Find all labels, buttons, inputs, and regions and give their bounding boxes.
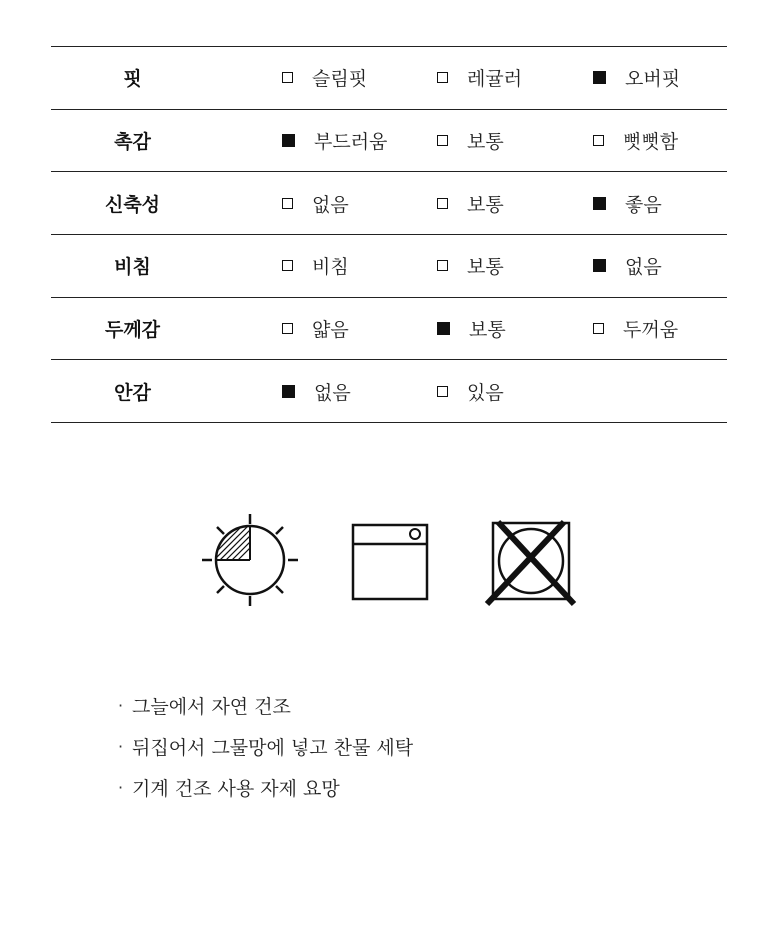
option-label: 없음 bbox=[314, 381, 351, 404]
care-note-item bbox=[118, 685, 678, 726]
checkbox-filled-icon bbox=[593, 259, 606, 272]
option-item bbox=[282, 298, 349, 360]
spec-label: 촉감 bbox=[114, 131, 151, 154]
checkbox-filled-icon bbox=[593, 197, 606, 210]
option-item bbox=[282, 235, 349, 297]
spec-row-thickness bbox=[51, 298, 727, 361]
checkbox-empty-icon bbox=[282, 198, 293, 209]
bullet: · bbox=[118, 696, 124, 715]
option-label: 두꺼움 bbox=[623, 319, 679, 342]
option-item bbox=[593, 298, 678, 360]
option-label: 좋음 bbox=[625, 193, 662, 216]
checkbox-empty-icon bbox=[437, 135, 448, 146]
checkbox-empty-icon bbox=[437, 198, 448, 209]
option-label: 얇음 bbox=[312, 319, 349, 342]
option-label: 없음 bbox=[625, 256, 662, 279]
option-item bbox=[437, 172, 504, 234]
spec-row-stretch bbox=[51, 172, 727, 235]
spec-row-lining bbox=[51, 360, 727, 423]
care-note-text: 그늘에서 자연 건조 bbox=[132, 696, 291, 718]
option-item bbox=[282, 172, 349, 234]
care-notes bbox=[118, 685, 678, 808]
spec-label: 핏 bbox=[123, 68, 142, 91]
option-item bbox=[437, 298, 506, 360]
checkbox-filled-icon bbox=[282, 134, 295, 147]
option-item bbox=[437, 47, 522, 109]
option-label: 보통 bbox=[467, 193, 504, 216]
checkbox-empty-icon bbox=[593, 135, 604, 146]
checkbox-empty-icon bbox=[593, 323, 604, 334]
option-item bbox=[282, 110, 387, 172]
spec-table bbox=[51, 46, 727, 423]
option-label: 부드러움 bbox=[314, 131, 388, 154]
option-label: 보통 bbox=[469, 319, 506, 342]
spec-label: 안감 bbox=[114, 381, 151, 404]
option-item bbox=[593, 172, 662, 234]
do-not-tumble-dry-icon bbox=[484, 518, 578, 608]
checkbox-empty-icon bbox=[282, 323, 293, 334]
option-label: 뻣뻣함 bbox=[623, 131, 679, 154]
option-label: 오버핏 bbox=[625, 68, 681, 91]
option-label: 없음 bbox=[312, 193, 349, 216]
checkbox-empty-icon bbox=[437, 386, 448, 397]
option-item bbox=[437, 360, 504, 422]
checkbox-empty-icon bbox=[282, 260, 293, 271]
checkbox-filled-icon bbox=[282, 385, 295, 398]
bullet: · bbox=[118, 778, 124, 797]
checkbox-empty-icon bbox=[282, 72, 293, 83]
care-note-item bbox=[118, 767, 678, 808]
option-item bbox=[437, 110, 504, 172]
care-note-item bbox=[118, 726, 678, 767]
checkbox-empty-icon bbox=[437, 260, 448, 271]
spec-row-fit bbox=[51, 47, 727, 110]
option-label: 슬림핏 bbox=[312, 68, 368, 91]
option-label: 비침 bbox=[312, 256, 349, 279]
checkbox-filled-icon bbox=[437, 322, 450, 335]
option-item bbox=[593, 47, 680, 109]
option-label: 있음 bbox=[467, 381, 504, 404]
option-label: 보통 bbox=[467, 131, 504, 154]
option-label: 레귤러 bbox=[467, 68, 523, 91]
option-label: 보통 bbox=[467, 256, 504, 279]
checkbox-filled-icon bbox=[593, 71, 606, 84]
option-item bbox=[282, 47, 367, 109]
option-item bbox=[593, 235, 662, 297]
spec-row-texture bbox=[51, 110, 727, 173]
spec-label: 비침 bbox=[114, 256, 151, 279]
checkbox-empty-icon bbox=[437, 72, 448, 83]
care-note-text: 기계 건조 사용 자제 요망 bbox=[132, 778, 340, 800]
option-item bbox=[437, 235, 504, 297]
spec-label: 두께감 bbox=[104, 319, 161, 342]
option-item bbox=[282, 360, 351, 422]
care-note-text: 뒤집어서 그물망에 넣고 찬물 세탁 bbox=[132, 737, 414, 759]
washing-machine-icon bbox=[350, 522, 430, 602]
option-item bbox=[593, 110, 678, 172]
spec-row-sheerness bbox=[51, 235, 727, 298]
spec-label: 신축성 bbox=[104, 193, 161, 216]
care-icons bbox=[0, 500, 780, 620]
bullet: · bbox=[118, 737, 124, 756]
shade-dry-icon bbox=[200, 510, 300, 610]
